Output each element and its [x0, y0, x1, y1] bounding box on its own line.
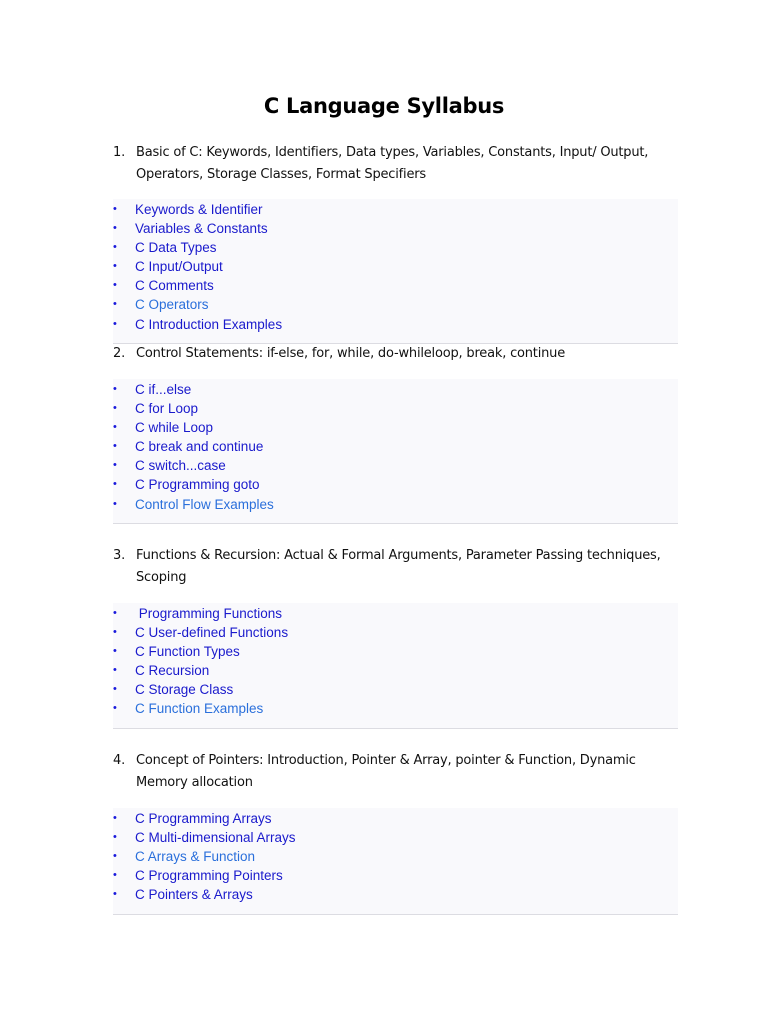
topic-list-section-1: [113, 199, 678, 344]
topic-list-section-4: [113, 808, 678, 915]
bullet-icon: •: [113, 421, 117, 434]
page-title: C Language Syllabus: [263, 94, 505, 118]
list-item: [113, 866, 678, 885]
topic-link[interactable]: C Arrays & Function: [135, 849, 256, 865]
topic-list-section-3: [113, 603, 678, 729]
list-item: [113, 495, 678, 514]
bullet-icon: •: [113, 626, 117, 639]
list-item: [113, 219, 678, 238]
list-item: [113, 257, 678, 276]
bullet-icon: •: [113, 812, 117, 824]
list-item: [113, 699, 678, 718]
bullet-icon: •: [113, 869, 117, 882]
bullet-icon: •: [113, 279, 117, 292]
section-heading-1: [113, 142, 673, 186]
topic-link[interactable]: C Programming Pointers: [135, 868, 283, 884]
section-number: 2.: [113, 346, 126, 361]
topic-link[interactable]: C Programming Arrays: [135, 811, 272, 826]
section-number: 4.: [113, 753, 126, 768]
bullet-icon: •: [113, 664, 117, 677]
topic-link[interactable]: Control Flow Examples: [135, 496, 274, 512]
topic-link[interactable]: C Storage Class: [135, 682, 234, 698]
section-heading-2: [113, 343, 673, 365]
topic-link[interactable]: C Operators: [135, 297, 209, 313]
list-item: [113, 437, 678, 456]
topic-link[interactable]: C Function Examples: [135, 701, 264, 717]
bullet-icon: •: [113, 607, 117, 619]
topic-link[interactable]: Programming Functions: [135, 606, 283, 621]
bullet-icon: •: [113, 440, 117, 453]
list-item: [113, 456, 678, 475]
bullet-icon: •: [113, 702, 117, 715]
list-item: [113, 809, 678, 828]
list-item: [113, 661, 678, 680]
section-heading-text: Basic of C: Keywords, Identifiers, Data types, Variables, Constants, Input/ Output, Operators, Storage Classes, Format Specifiers: [136, 145, 649, 182]
topic-link[interactable]: C Introduction Examples: [135, 316, 283, 332]
list-item: [113, 315, 678, 334]
topic-link[interactable]: Variables & Constants: [135, 221, 268, 237]
topic-link[interactable]: C Data Types: [135, 240, 217, 256]
topic-link[interactable]: Keywords & Identifier: [135, 202, 263, 217]
bullet-icon: •: [113, 241, 117, 254]
section-heading-3: [113, 545, 673, 589]
topic-link[interactable]: C while Loop: [135, 420, 214, 436]
topic-link[interactable]: C Comments: [135, 278, 214, 294]
list-item: [113, 380, 678, 399]
topic-link[interactable]: C Programming goto: [135, 477, 260, 493]
bullet-icon: •: [113, 850, 117, 863]
list-item: [113, 475, 678, 494]
bullet-icon: •: [113, 459, 117, 472]
bullet-icon: •: [113, 383, 117, 395]
section-number: 3.: [113, 548, 126, 563]
topic-link[interactable]: C switch...case: [135, 458, 226, 474]
list-item: [113, 418, 678, 437]
section-heading-text: Concept of Pointers: Introduction, Pointer & Array, pointer & Function, Dynamic Memory allocation: [136, 753, 636, 790]
bullet-icon: •: [113, 478, 117, 491]
bullet-icon: •: [113, 683, 117, 696]
bullet-icon: •: [113, 645, 117, 658]
list-item: [113, 623, 678, 642]
topic-link[interactable]: C Function Types: [135, 644, 240, 660]
section-heading-text: Control Statements: if-else, for, while, do-whileloop, break, continue: [136, 346, 565, 361]
bullet-icon: •: [113, 317, 117, 330]
topic-link[interactable]: C Multi-dimensional Arrays: [135, 830, 296, 846]
section-heading-4: [113, 750, 673, 794]
topic-link[interactable]: C Pointers & Arrays: [135, 887, 253, 903]
bullet-icon: •: [113, 402, 117, 415]
list-item: [113, 399, 678, 418]
bullet-icon: •: [113, 222, 117, 235]
bullet-icon: •: [113, 298, 117, 311]
topic-link[interactable]: C break and continue: [135, 439, 264, 455]
section-number: 1.: [113, 145, 126, 160]
list-item: [113, 238, 678, 257]
bullet-icon: •: [113, 831, 117, 844]
list-item: [113, 295, 678, 314]
list-item: [113, 680, 678, 699]
bullet-icon: •: [113, 260, 117, 273]
bullet-icon: •: [113, 888, 117, 901]
bullet-icon: •: [113, 203, 117, 215]
bullet-icon: •: [113, 497, 117, 510]
topic-link[interactable]: C if...else: [135, 382, 192, 397]
topic-link[interactable]: C Input/Output: [135, 259, 223, 275]
topic-link[interactable]: C for Loop: [135, 401, 199, 417]
section-heading-text: Functions & Recursion: Actual & Formal Arguments, Parameter Passing techniques, Scoping: [136, 548, 661, 585]
topic-link[interactable]: C User-defined Functions: [135, 625, 289, 641]
topic-link[interactable]: C Recursion: [135, 663, 210, 679]
list-item: [113, 847, 678, 866]
list-item: [113, 885, 678, 904]
topic-list-section-2: [113, 379, 678, 524]
list-item: [113, 828, 678, 847]
list-item: [113, 276, 678, 295]
list-item: [113, 642, 678, 661]
list-item: [113, 200, 678, 219]
list-item: [113, 604, 678, 623]
